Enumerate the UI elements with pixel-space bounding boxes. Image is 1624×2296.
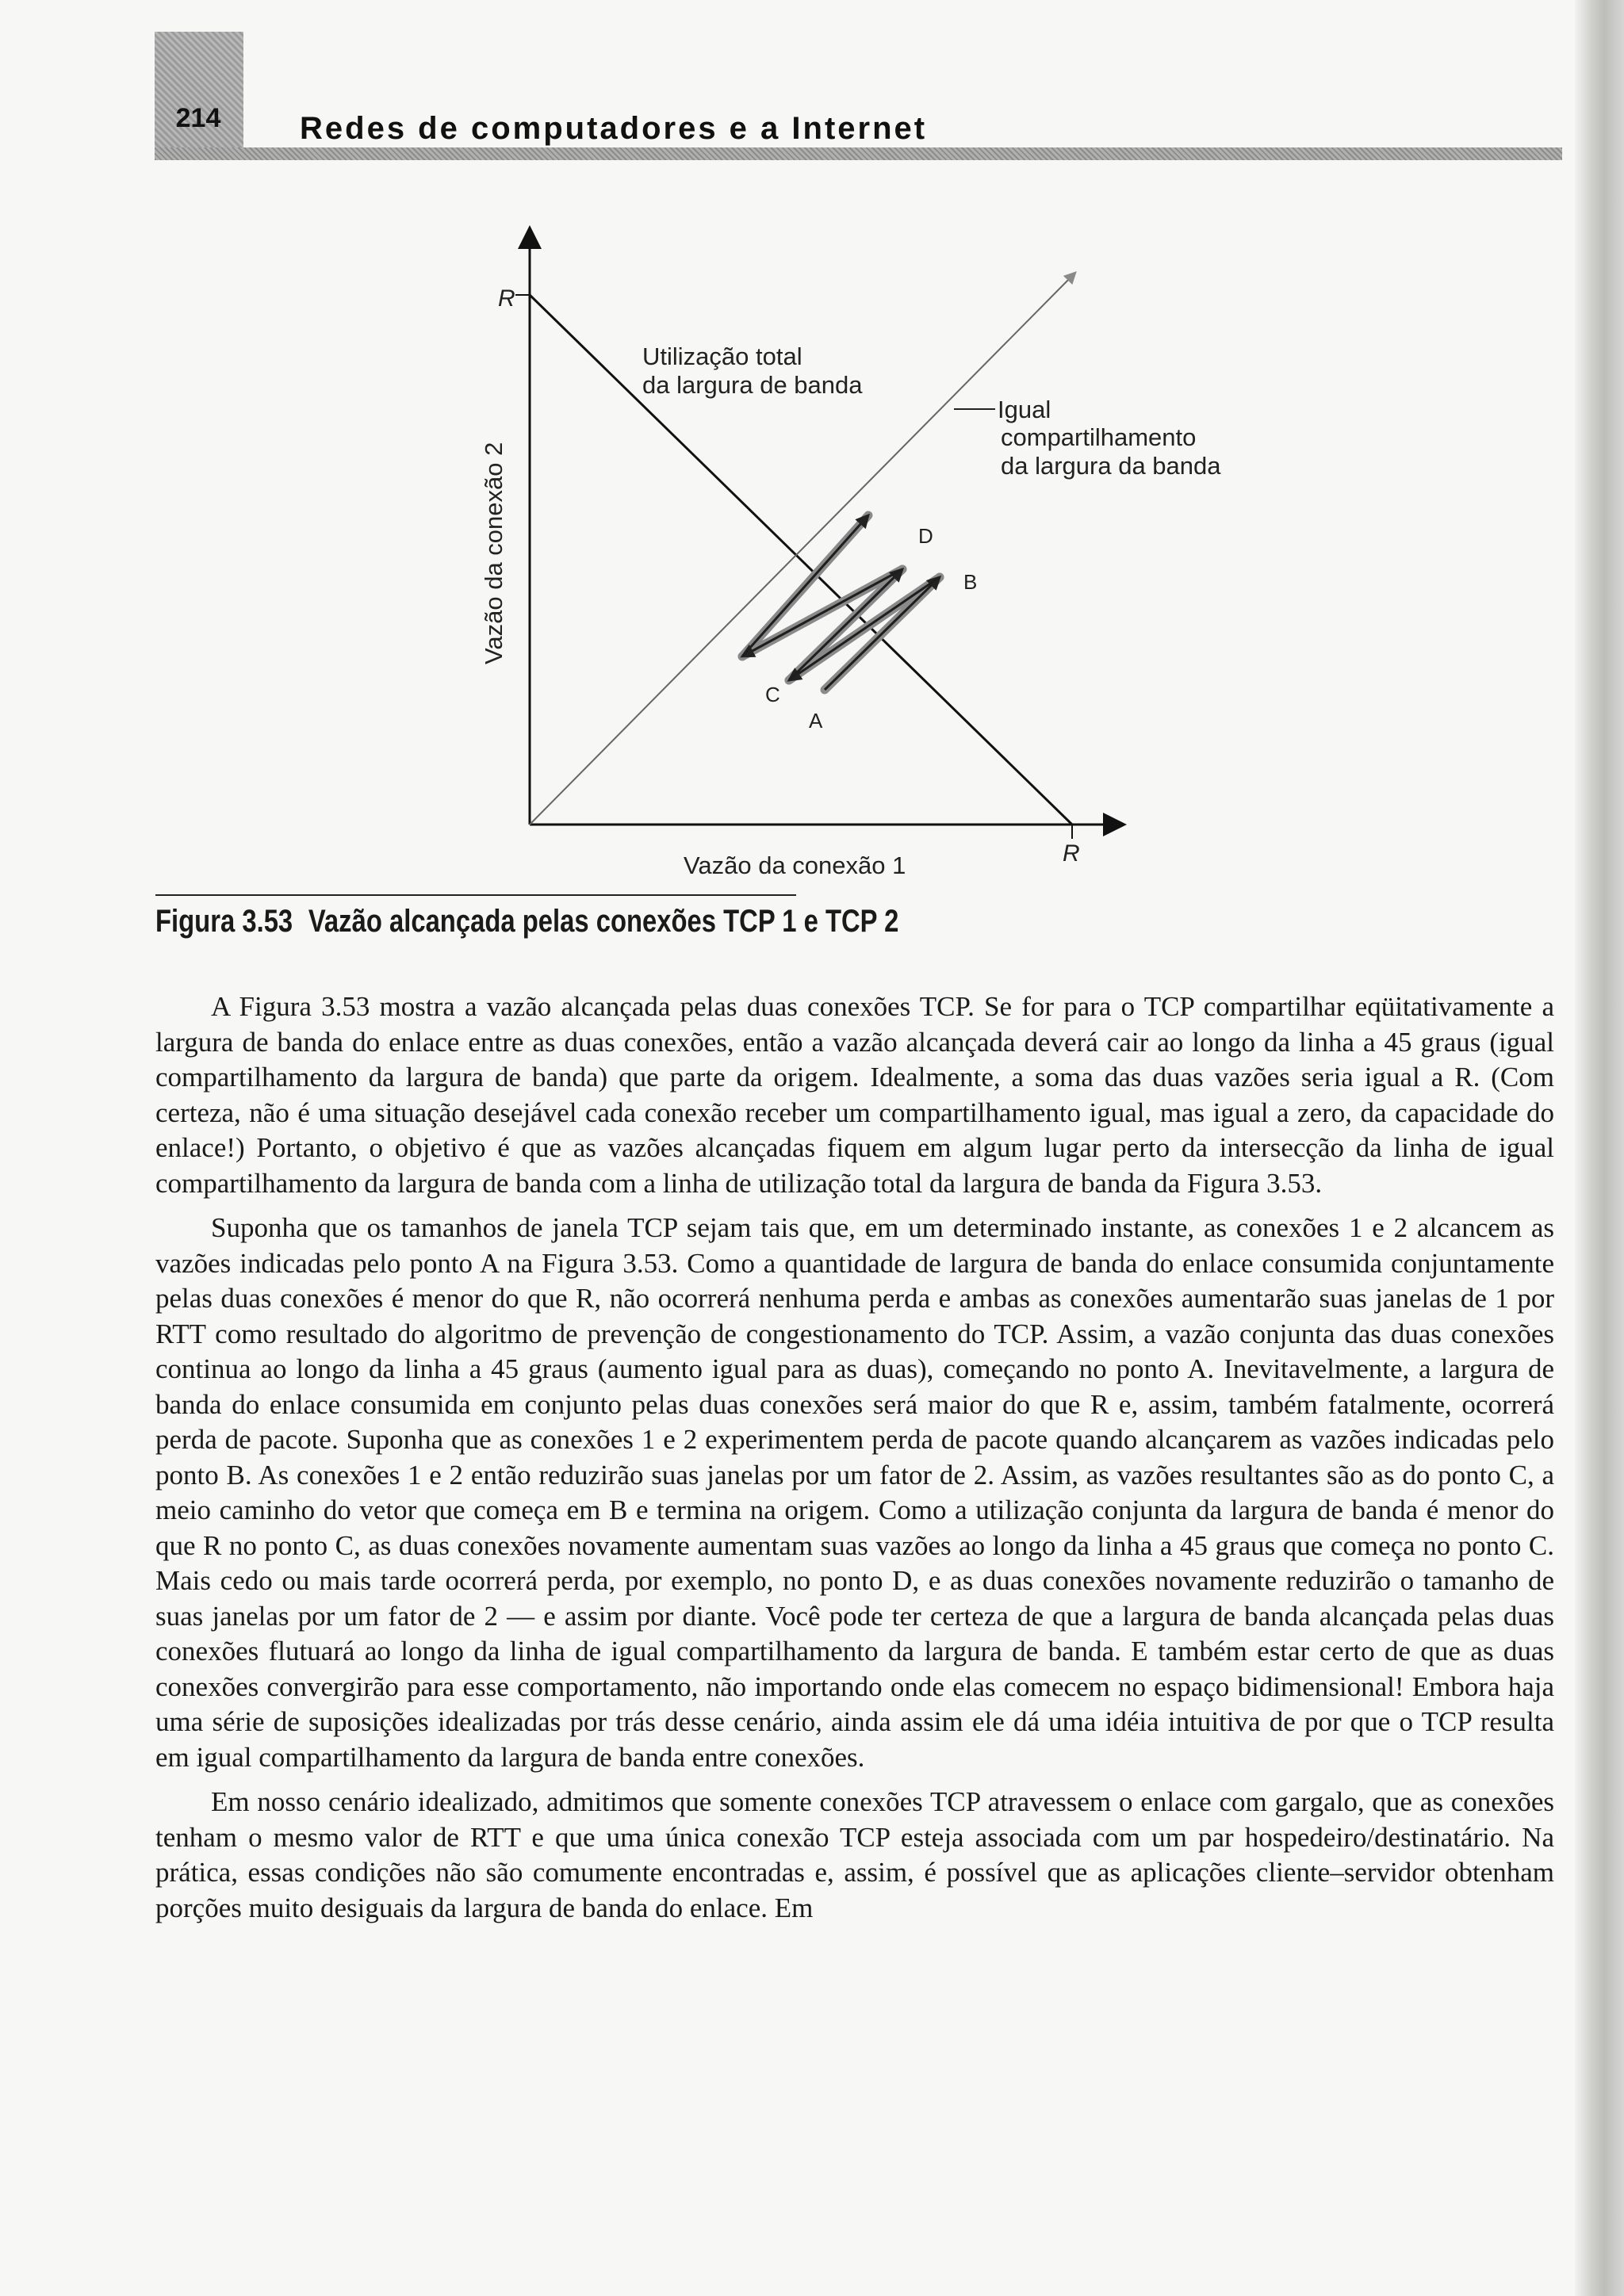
y-tick-label: R xyxy=(498,285,515,312)
caption-number: Figura 3.53 xyxy=(155,904,293,939)
y-axis-title: Vazão da conexão 2 xyxy=(480,442,508,664)
x-tick-label: R xyxy=(1063,840,1080,867)
caption-rule xyxy=(155,894,796,896)
point-label-c: C xyxy=(765,683,780,706)
paragraph-2: Suponha que os tamanhos de janela TCP sejam tais que, em um determinado instante, as conexões 1 e 2 alcancem as vazões indicadas pelo ponto A na Figura 3.53. Como a quantidade de largura de banda do enlace consumida conjuntamente pelas duas conexões é menor do que R, não ocorrerá nenhuma perda e ambas as conexões aumentarão suas janelas de 1 por RTT como resultado do algoritmo de prevenção de congestionamento do TCP. Assim, a vazão conjunta das duas conexões continua ao longo da linha a 45 graus (aumento igual para as duas), começando no ponto A. Inevitavelmente, a largura de banda do enlace consumida em conjunto pelas duas conexões será maior do que R e, assim, também fatalmente, ocorrerá perda de pacote. Suponha que as conexões 1 e 2 experimentem perda de pacote quando alcançarem as vazões indicadas pelo ponto B. As conexões 1 e 2 então reduzirão suas janelas por um fator de 2. Assim, as vazões resultantes são as do ponto C, a meio caminho do vetor que começa em B e termina na origem. Como a utilização conjunta da largura de banda é menor do que R no ponto C, as duas conexões novamente aumentam suas vazões ao longo da linha a 45 graus que começa no ponto C. Mais cedo ou mais tarde ocorrerá perda, por exemplo, no ponto D, e as duas conexões novamente reduzirão o tamanho de suas janelas por um fator de 2 — e assim por diante. Você pode ter certeza de que a largura de banda alcançada pelas duas conexões flutuará ao longo da linha de igual compartilhamento da largura de banda. E também estar certo de que as duas conexões convergirão para esse comportamento, não importando onde elas comecem no espaço bidimensional! Embora haja uma série de suposições idealizadas por trás desse cenário, ainda assim ele dá uma idéia intuitiva de por que o TCP resulta em igual compartilhamento da largura de banda entre conexões. xyxy=(155,1212,1554,1773)
point-label-a: A xyxy=(809,709,823,733)
paragraph-1: A Figura 3.53 mostra a vazão alcançada pelas duas conexões TCP. Se for para o TCP compartilhar eqüitativamente a largura de banda do enlace entre as duas conexões, então a vazão alcançada deverá cair ao longo da linha a 45 graus (igual compartilhamento da largura de banda) que parte da origem. Idealmente, a soma das duas vazões seria igual a R. (Com certeza, não é uma situação desejável cada conexão receber um compartilhamento igual, mas igual a zero, da capacidade do enlace!) Portanto, o objetivo é que as vazões alcançadas fiquem em algum lugar perto da intersecção da linha de igual compartilhamento da largura de banda com a linha de utilização total da largura de banda da Figura 3.53. xyxy=(155,991,1554,1199)
running-title: Redes de computadores e a Internet xyxy=(300,111,928,146)
page-number: 214 xyxy=(175,103,221,133)
full-utilization-label-line2: da largura de banda xyxy=(642,371,863,399)
throughput-figure xyxy=(0,0,1624,896)
equal-share-label-line2: compartilhamento xyxy=(1001,423,1197,451)
x-axis-title: Vazão da conexão 1 xyxy=(684,851,906,879)
equal-share-label-line1: Igual xyxy=(998,396,1051,423)
point-label-b: B xyxy=(963,570,978,594)
paragraph-3: Em nosso cenário idealizado, admitimos que somente conexões TCP atravessem o enlace com gargalo, que as conexões tenham o mesmo valor de RTT e que uma única conexão TCP esteja associada com um par hospedeiro/destinatário. Na prática, essas condições não são comumente encontradas e, assim, é possível que as aplicações cliente–servidor obtenham porções muito desiguais da largura de banda do enlace. Em xyxy=(155,1786,1554,1923)
body-text xyxy=(155,989,1554,1935)
figure-caption xyxy=(155,904,898,939)
point-label-d: D xyxy=(918,524,933,548)
caption-title: Vazão alcançada pelas conexões TCP 1 e TCP 2 xyxy=(308,904,899,939)
equal-share-label-line3: da largura da banda xyxy=(1001,452,1221,480)
full-utilization-label-line1: Utilização total xyxy=(642,342,802,370)
